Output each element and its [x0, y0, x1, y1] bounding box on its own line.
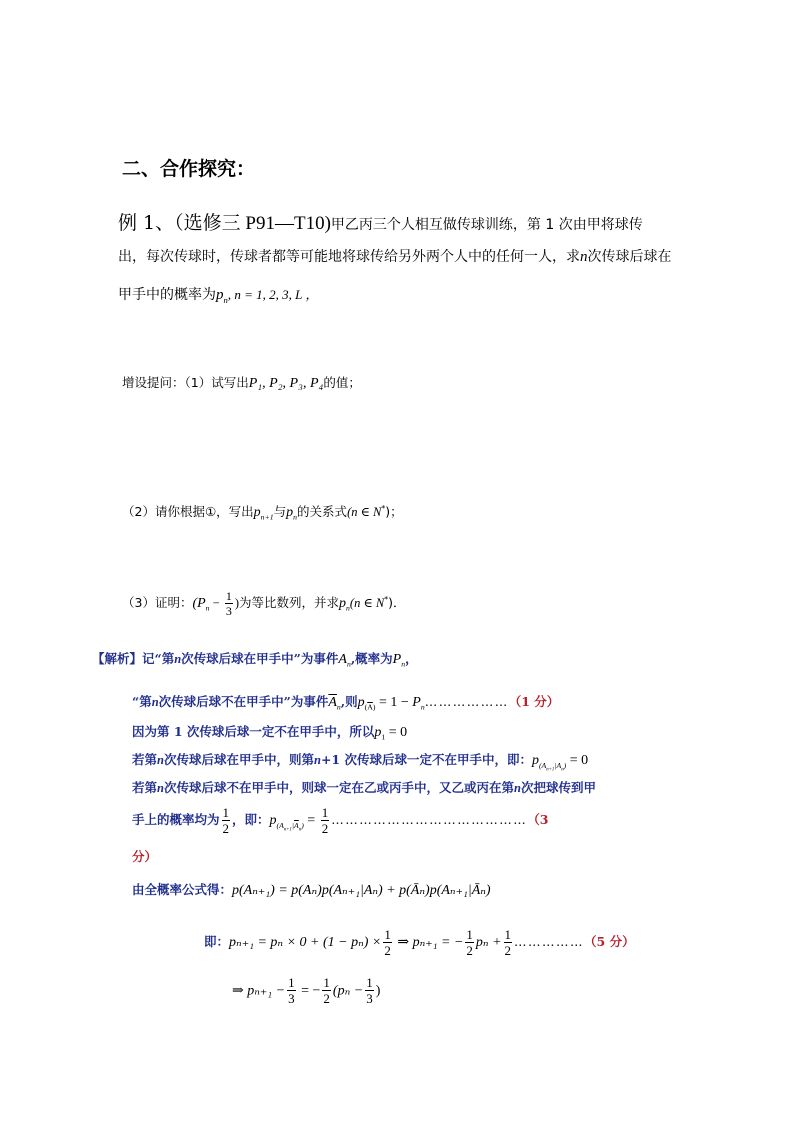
q3-paren-close: ): [234, 596, 240, 610]
example-text-1: 甲乙丙三个人相互做传球训练，第 1 次由甲将球传: [330, 217, 643, 233]
solution-line-7: 分）: [132, 849, 158, 864]
section-title: 二、合作探究：: [122, 158, 256, 180]
q3-sub: n: [205, 603, 210, 613]
solution-line-8: 由全概率公式得：p(Aₙ₊₁) = p(Aₙ)p(Aₙ₊₁|Aₙ) + p(Āₙ)p(Aₙ₊₁|Āₙ): [132, 882, 491, 898]
solution-line-4: 若第n次传球后球在甲手中，则第n+1 次传球后球一定不在甲手中，即：$p_{(A_{n+1}|A_n)} = 0$: [132, 752, 589, 773]
example-line-2: [118, 246, 672, 266]
q2-suffix: 的关系式: [297, 504, 348, 519]
solution-tag: 【解析】: [92, 651, 143, 666]
q1-formula: P₁, P₂, P₃, P₄: [248, 376, 324, 391]
example-var-n: n: [580, 249, 588, 265]
score-1: （1 分）: [508, 694, 560, 709]
q2-a-sub: n+1: [260, 512, 274, 522]
solution-line-5: 若第n次传球后球不在甲手中，则球一定在乙或丙手中，又乙或丙在第n次把球传到甲: [132, 780, 596, 795]
solution-line-10: ⇒ pₙ₊₁ − $\frac{1}{3}$ = − $\frac{1}{2}$ (pₙ − $\frac{1}{3}$ ): [232, 975, 381, 1006]
solution-line-1: 【解析】记“第n次传球后球在甲手中”为事件$A_n$,概率为$P_n$，: [92, 651, 418, 669]
example-text-2b: 次传球后球在: [587, 249, 672, 265]
q3-fraction: $\frac{1}{3}$: [225, 589, 232, 618]
question-2: [122, 502, 403, 522]
example-line-1: [118, 208, 643, 235]
q1-suffix: 的值；: [323, 375, 361, 390]
question-3: （3）证明：($P_n$ − $\frac{1}{3}$ )为等比数列，并求$p_n(n$ ∈ N*)．: [122, 589, 406, 618]
solution-line-9: 即：pₙ₊₁ = pₙ × 0 + (1 − pₙ) × $\frac{1}{2}$ ⇒ pₙ₊₁ = − $\frac{1}{2}$ pₙ + $\frac{1}{2}$ ……………（5 分）: [204, 927, 635, 958]
q2-cond-sup: *: [381, 503, 386, 513]
q2-a: p: [253, 505, 261, 520]
formula-sub: n: [223, 294, 228, 305]
formula-p: p: [216, 287, 224, 303]
example-text-3b: , n = 1, 2, 3, L ，: [227, 287, 319, 302]
q3-cond: (n ∈ N: [349, 596, 385, 610]
score-5: （5 分）: [584, 934, 635, 949]
q2-mid: 与: [273, 504, 287, 519]
q2-b-sub: n: [293, 512, 298, 522]
solution-line-6: 手上的概率均为 $\frac{1}{2}$ ，即：$p_{(A_{n+1}|\overline{A}_n)}$ = $\frac{1}{2}$ ……………………………………（3: [132, 805, 549, 836]
example-text-2a: 出，每次传球时，传球者都等可能地将球传给另外两个人中的任何一人，求: [118, 249, 580, 265]
q1-prefix: 增设提问：（1）试写出: [122, 375, 249, 390]
total-probability-formula: p(Aₙ₊₁) = p(Aₙ)p(Aₙ₊₁|Aₙ) + p(Āₙ)p(Aₙ₊₁|Āₙ): [232, 883, 491, 898]
solution-line-2: “第n次传球后球不在甲手中”为事件$\overline{A}_n$,则$p_{(\overline{A})} = 1$ − $P_n\dots\dots\dots\dots\dots\dots(1$ 分）: [132, 694, 560, 712]
q2-prefix: （2）请你根据①，写出: [122, 504, 254, 519]
q3-cond-end: )．: [388, 595, 406, 610]
q3-mid: 为等比数列，并求: [239, 595, 340, 610]
q3-minus: −: [209, 596, 223, 610]
question-1: [122, 373, 361, 392]
q3-p-sub: n: [346, 603, 350, 613]
solution-line-3: 因为第 1 次传球后球一定不在甲手中，所以$p_1 = 0$: [132, 724, 408, 742]
example-source: （选修三 P91—T10): [174, 213, 331, 234]
q2-b: p: [286, 505, 294, 520]
example-line-3: [118, 284, 318, 305]
q2-cond-end: )；: [385, 504, 403, 519]
example-text-3a: 甲手中的概率为: [118, 287, 216, 303]
example-number: 例 1、: [118, 212, 175, 234]
q3-prefix: （3）证明：: [122, 595, 193, 610]
score-3a: （3: [527, 812, 549, 827]
q3-paren-open: (P: [192, 596, 206, 611]
q3-p: p: [339, 596, 347, 611]
q2-cond: (n ∈ N: [347, 505, 382, 519]
